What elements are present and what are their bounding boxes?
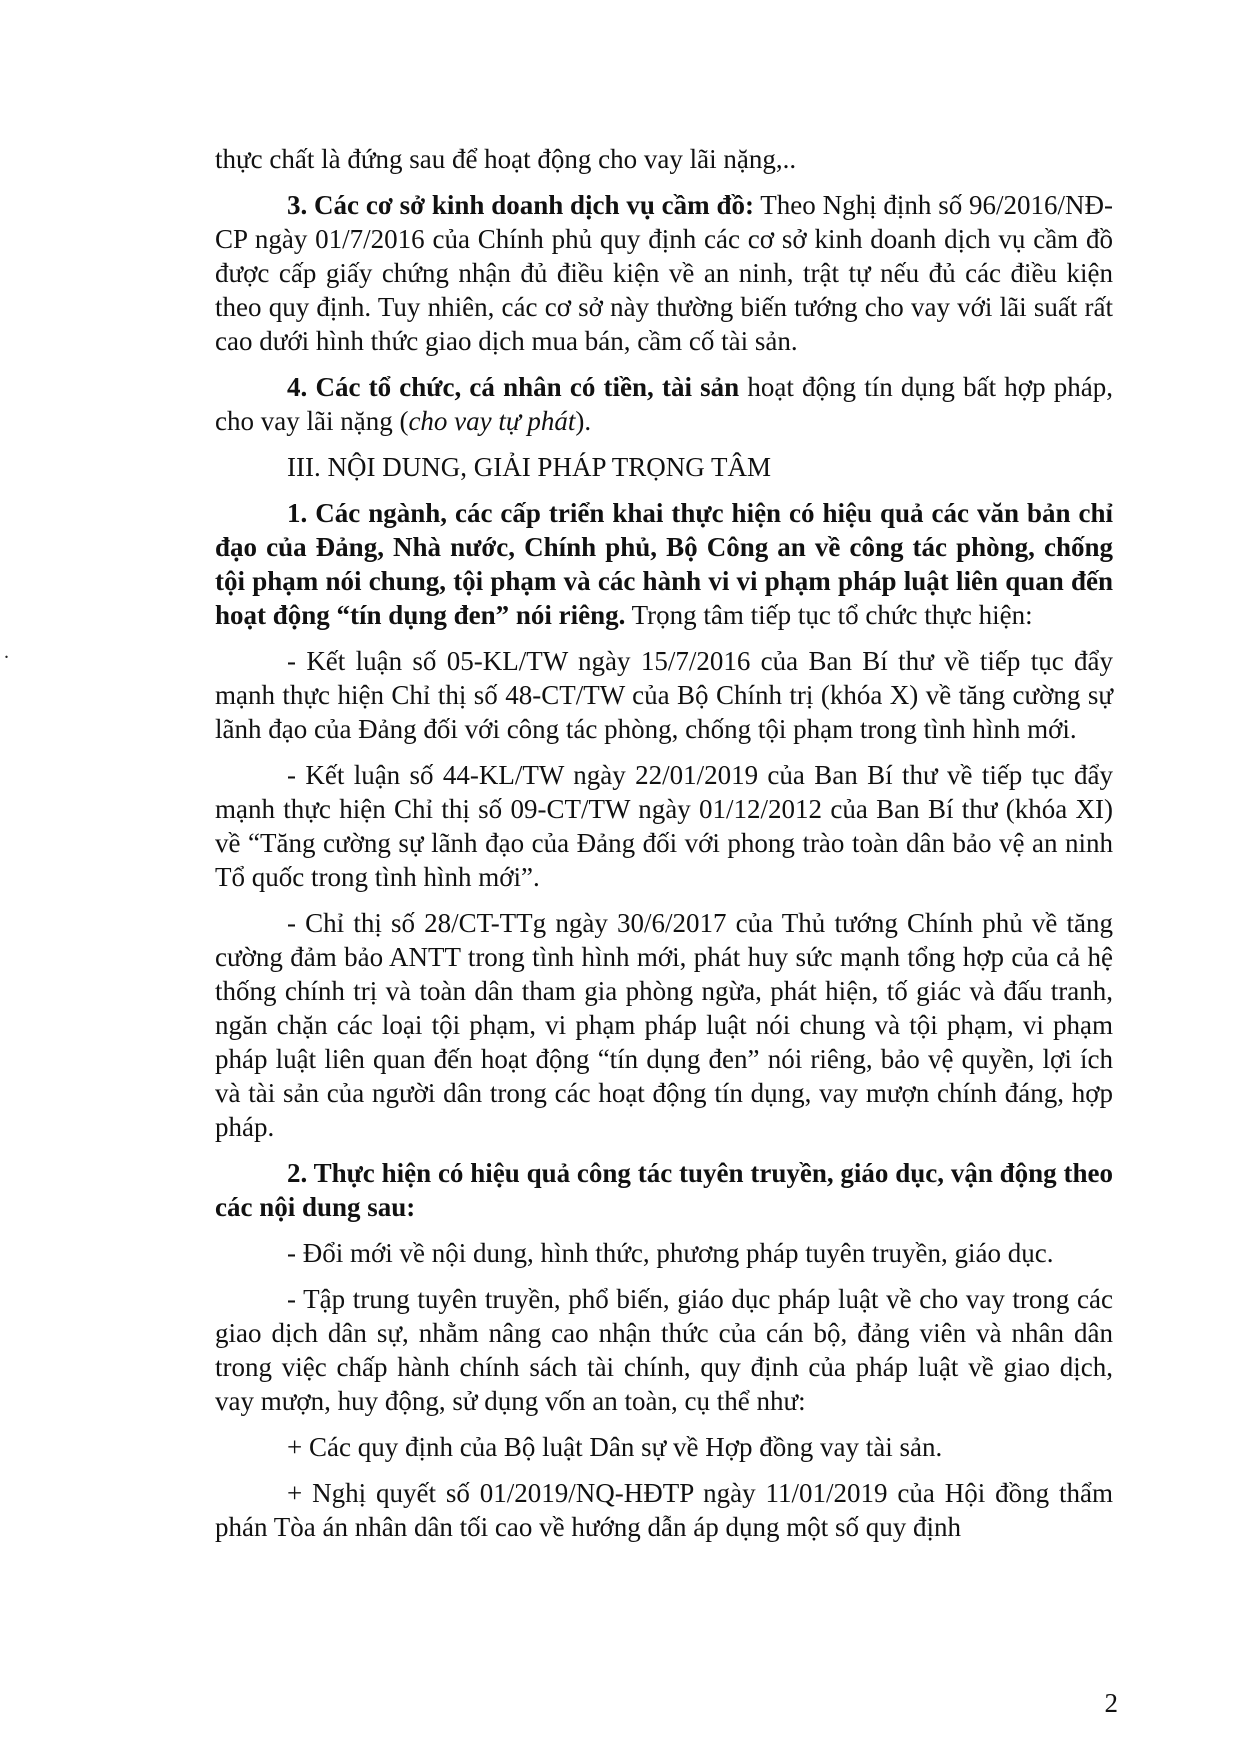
- paragraph-pawn-shops: [215, 188, 1113, 358]
- paragraph-individuals-title: 4. Các tổ chức, cá nhân có tiền, tài sản: [287, 372, 740, 402]
- paragraph-pawn-shops-body: Theo Nghị định số 96/2016/NĐ-CP ngày 01/7/2016 của Chính phủ quy định các cơ sở kinh doanh dịch vụ cầm đồ được cấp giấy chứng nhận đủ điều kiện về an ninh, trật tự nếu đủ các điều kiện theo quy định. Tuy nhiên, các cơ sở này thường biến tướng cho vay với lãi suất rất cao dưới hình thức giao dịch mua bán, cầm cố tài sản.: [215, 190, 1113, 356]
- list-item-directive-28: - Chỉ thị số 28/CT-TTg ngày 30/6/2017 của Thủ tướng Chính phủ về tăng cường đảm bảo ANTT trong tình hình mới, phát huy sức mạnh tổng hợp của cả hệ thống chính trị và toàn dân tham gia phòng ngừa, phát hiện, tố giác và đấu tranh, ngăn chặn các loại tội phạm, vi phạm pháp luật nói chung và tội phạm, vi phạm pháp luật liên quan đến hoạt động “tín dụng đen” nói riêng, bảo vệ quyền, lợi ích và tài sản của người dân trong các hoạt động tín dụng, vay mượn chính đáng, hợp pháp.: [215, 908, 1113, 1142]
- list-item-conclusion-44: - Kết luận số 44-KL/TW ngày 22/01/2019 của Ban Bí thư về tiếp tục đẩy mạnh thực hiện Chỉ thị số 09-CT/TW ngày 01/12/2012 của Ban Bí thư (khóa XI) về “Tăng cường sự lãnh đạo của Đảng đối với phong trào toàn dân bảo vệ an ninh Tổ quốc trong tình hình mới”.: [215, 760, 1113, 892]
- paragraph-directives: [215, 496, 1113, 632]
- paragraph-directives-body: Trọng tâm tiếp tục tổ chức thực hiện:: [625, 600, 1033, 630]
- margin-mark: .: [4, 641, 9, 663]
- page-number: 2: [1104, 1688, 1118, 1718]
- document-page: [215, 142, 1113, 1556]
- list-item-civil-code: + Các quy định của Bộ luật Dân sự về Hợp đồng vay tài sản.: [287, 1432, 943, 1462]
- paragraph-propaganda-title: 2. Thực hiện có hiệu quả công tác tuyên truyền, giáo dục, vận động theo các nội dung sau:: [215, 1158, 1113, 1222]
- paragraph-individuals-italic: cho vay tự phát: [408, 406, 576, 436]
- paragraph-pawn-shops-title: 3. Các cơ sở kinh doanh dịch vụ cầm đồ:: [287, 190, 754, 220]
- paragraph-individuals: [215, 370, 1113, 438]
- list-item-innovation: - Đổi mới về nội dung, hình thức, phương pháp tuyên truyền, giáo dục.: [287, 1238, 1054, 1268]
- list-item-conclusion-05: - Kết luận số 05-KL/TW ngày 15/7/2016 của Ban Bí thư về tiếp tục đẩy mạnh thực hiện Chỉ thị số 48-CT/TW của Bộ Chính trị (khóa X) về tăng cường sự lãnh đạo của Đảng đối với công tác phòng, chống tội phạm trong tình hình mới.: [215, 646, 1113, 744]
- section-heading: III. NỘI DUNG, GIẢI PHÁP TRỌNG TÂM: [287, 452, 771, 482]
- paragraph-individuals-body: hoạt động tín dụng bất hợp pháp, cho vay lãi nặng (: [215, 372, 1113, 436]
- paragraph-continuation: thực chất là đứng sau để hoạt động cho vay lãi nặng,..: [215, 144, 797, 174]
- list-item-resolution: + Nghị quyết số 01/2019/NQ-HĐTP ngày 11/01/2019 của Hội đồng thẩm phán Tòa án nhân dân tối cao về hướng dẫn áp dụng một số quy định: [215, 1478, 1113, 1542]
- paragraph-directives-title: 1. Các ngành, các cấp triển khai thực hiện có hiệu quả các văn bản chỉ đạo của Đảng, Nhà nước, Chính phủ, Bộ Công an về công tác phòng, chống tội phạm nói chung, tội phạm và các hành vi vi phạm pháp luật liên quan đến hoạt động “tín dụng đen” nói riêng.: [215, 498, 1113, 630]
- list-item-focus-propaganda: - Tập trung tuyên truyền, phổ biến, giáo dục pháp luật về cho vay trong các giao dịch dân sự, nhằm nâng cao nhận thức của cán bộ, đảng viên và nhân dân trong việc chấp hành chính sách tài chính, quy định của pháp luật về giao dịch, vay mượn, huy động, sử dụng vốn an toàn, cụ thể như:: [215, 1284, 1113, 1416]
- paragraph-individuals-end: ).: [575, 406, 592, 436]
